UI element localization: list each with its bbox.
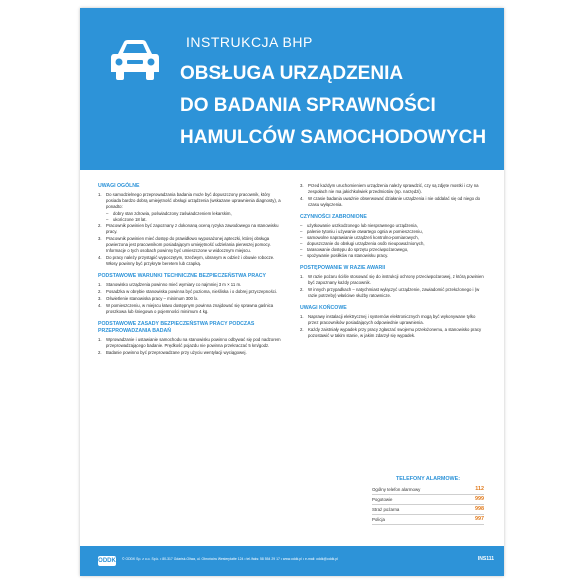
header-banner: [80, 8, 504, 170]
list-item: 3. Przed każdym uruchomieniem urządzenia należy sprawdzić, czy są zdjęte mostki i czy na zespołach nie ma jakichkolwiek przedmiotów (np. narzędzi).: [300, 183, 479, 194]
phones-title: TELEFONY ALARMOWE:: [395, 476, 461, 482]
list-item: – użytkowanie uszkodzonego lub niesprawnego urządzenia,: [300, 223, 486, 229]
phone-row: [372, 505, 484, 515]
section-general: [98, 183, 284, 267]
left-column: [98, 183, 284, 362]
section-title: POSTĘPOWANIE W RAZIE AWARII: [300, 265, 386, 271]
phone-label: Pogotowie: [372, 497, 393, 502]
sub-list: [98, 211, 284, 223]
page-title: [180, 58, 486, 154]
list-item: 2. W innych przypadkach – natychmiast wyłączyć urządzenie, zawiadomić przełożonego i (w razie potrzeby) właściwe służby ratownicze.: [300, 287, 480, 298]
right-column: [300, 183, 486, 345]
title-line: HAMULCÓW SAMOCHODOWYCH: [180, 127, 487, 148]
section-title: UWAGI KOŃCOWE: [300, 305, 347, 311]
section-safety-rules: [98, 321, 284, 356]
section-title: CZYNNOŚCI ZABRONIONE: [300, 214, 367, 220]
phone-row: [372, 485, 484, 495]
section-final-notes: [300, 305, 486, 339]
title-line: DO BADANIA SPRAWNOŚCI: [180, 95, 436, 116]
phone-number: 997: [475, 516, 484, 522]
section-forbidden: [300, 214, 486, 259]
footer-bar: [80, 546, 504, 576]
list-item: – dobry stan zdrowia, poświadczony zaświadczeniem lekarskim,: [106, 211, 284, 217]
list-item: 2. Pracownik powinien być zapoznany z dokonaną oceną ryzyka zawodowego na stanowisku pracy.: [98, 223, 279, 234]
list-item: 1. Wprowadzanie i ustawianie samochodu na stanowisku powinno odbywać się pod nadzorem przeprowadzającego badanie. Prędkość pojazdu nie powinna przekraczać 5 km/godz.: [98, 337, 281, 348]
list-item: 1. Stanowisko urządzenia powinno mieć wymiary co najmniej 3 m × 11 m.: [98, 282, 242, 287]
section-title: PODSTAWOWE WARUNKI TECHNICZNE BEZPIECZEŃSTWA PRACY: [98, 273, 267, 279]
section-technical: [98, 273, 284, 315]
phone-label: Policja: [372, 517, 385, 522]
car-icon: [106, 34, 164, 84]
instruction-sheet: [80, 8, 504, 576]
document-code: INS111: [477, 556, 494, 562]
list-item: 4. Do pracy należy przystąpić wypoczętym, trzeźwym, ubranym w odzież i obuwie robocze. Włosy powinny być przykryte beretem lub czapką.: [98, 255, 275, 266]
list-item: – palenie tytoniu i używanie otwartego ognia w pomieszczeniu,: [300, 229, 486, 235]
list-item: 3. Pracownik powinien mieć dostęp do prawidłowo wyposażonej apteczki, której obsługa powierzona jest pracownikom posiadającym umiejętność udzielania pierwszej pomocy. Informacje o tych osobach powinny być umieszczone w widocznym miejscu.: [98, 236, 271, 253]
list-item: – spożywanie posiłków na stanowisku pracy.: [300, 253, 486, 259]
list-item: 3. Oświetlenie stanowiska pracy – minimum 300 lx.: [98, 296, 199, 301]
list-item: 2. Każdy zaistniały wypadek przy pracy zgłaszać swojemu przełożonemu, a stanowisko pracy pozostawić w takim stanie, w jakim zdarzył się wypadek.: [300, 327, 482, 338]
list-item: – dopuszczanie do obsługi urządzenia osób nieupoważnionych,: [300, 241, 486, 247]
phone-label: Ogólny telefon alarmowy: [372, 487, 421, 492]
list-item: – tarasowanie dostępu do sprzętu przeciwpożarowego,: [300, 247, 486, 253]
phone-row: [372, 495, 484, 505]
list-item: 4. W czasie badania uważnie obserwować działanie urządzenia i nie oddalać się od niego do czasu wyłączenia.: [300, 196, 480, 207]
company-logo: ODDK: [98, 558, 116, 564]
phone-number: 112: [475, 486, 484, 492]
phone-label: Straż pożarna: [372, 507, 400, 512]
section-safety-rules-continued: [300, 183, 486, 208]
section-title: PODSTAWOWE ZASADY BEZPIECZEŃSTWA PRACY PODCZAS PRZEPROWADZANIA BADAŃ: [98, 321, 255, 334]
list-item: 2. Posadzka w obrębie stanowiska powinna być pozioma, nieśliska i o dobrej przyczepności.: [98, 289, 278, 294]
list-item: – samowolne naprawianie urządzeń kontrolno-pomiarowych,: [300, 235, 486, 241]
section-emergency: [300, 265, 486, 299]
footer-contact: © ODDK Sp. z o.o. Sp.k. • 80-317 Gdańsk-Oliwa, ul. Obrońców Westerplatte 124 • tel./faks: 58 554 29 17 • www.oddk.pl • e-mail: oddk@oddk.pl: [122, 557, 338, 561]
emergency-phones: [372, 476, 484, 525]
list-item: 1. Naprawy instalacji elektrycznej i systemów elektronicznych mogą być wykonywane tylko przez pracowników posiadających odpowiednie uprawnienia.: [300, 314, 476, 325]
list-item: 1. Do samodzielnego przeprowadzania badania może być dopuszczony pracownik, który posiada bardzo dobrą umiejętność obsługi urządzenia (wskazane uprawnienia diagnosty), a ponadto:: [98, 192, 281, 209]
phone-number: 999: [475, 496, 484, 502]
section-title: UWAGI OGÓLNE: [98, 183, 140, 189]
list-item: – ukończone 18 lat.: [106, 217, 284, 223]
list-item: 4. W pomieszczeniu, w miejscu łatwo dostępnym powinna znajdować się sprawna gaśnica proszkowa lub śniegowa o pojemności minimum 4 kg.: [98, 303, 274, 314]
phone-row: [372, 515, 484, 525]
list-item: 1. W razie pożaru ściśle stosować się do instrukcji ochrony przeciwpożarowej, z którą powinien być zapoznany każdy pracownik.: [300, 274, 484, 285]
document-type: INSTRUKCJA BHP: [186, 34, 313, 50]
title-line: OBSŁUGA URZĄDZENIA: [180, 63, 404, 84]
phone-number: 998: [475, 506, 484, 512]
list-item: 2. Badanie powinno być przeprowadzane przy użyciu wentylacji wyciągowej.: [98, 350, 247, 355]
